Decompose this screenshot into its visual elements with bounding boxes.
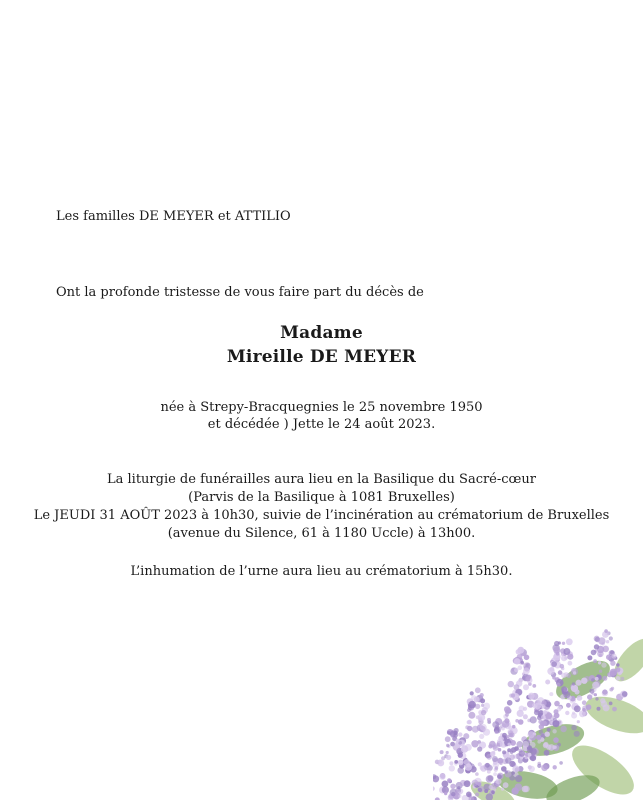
lilac-petal [553, 737, 559, 743]
lilac-petal [502, 750, 506, 754]
lilac-petal [602, 689, 607, 694]
lilac-petal [446, 755, 451, 760]
lilac-petal [545, 732, 550, 737]
lilac-petal [559, 761, 563, 765]
lilac-petal [598, 637, 605, 644]
lilac-petal [560, 664, 565, 669]
lilac-petal [475, 793, 479, 797]
lilac-petal [508, 730, 513, 735]
lilac-petal [450, 784, 455, 789]
lilac-petal [512, 725, 516, 729]
lilac-petal [458, 795, 461, 798]
lilac-petal [512, 765, 519, 772]
birth-line: née à Strepy-Bracquegnies le 25 novembre 1950 [160, 400, 483, 415]
lilac-petal [492, 756, 498, 762]
lilac-petal [541, 704, 546, 709]
lilac-petal [558, 641, 561, 644]
lilac-petal [507, 700, 513, 706]
lilac-petal [587, 655, 592, 660]
lilac-petal [495, 725, 499, 729]
lilac-petal [506, 735, 509, 738]
lilac-petal [508, 681, 514, 687]
lilac-petal [456, 739, 460, 743]
lilac-petal [576, 680, 582, 686]
lilac-petal [530, 716, 537, 723]
lilac-petal [556, 652, 560, 656]
lilac-petal [574, 705, 581, 712]
lilac-petal [485, 763, 490, 768]
lilac-petal [461, 745, 468, 752]
lilac-petal [600, 698, 605, 703]
lilac-petal [568, 661, 573, 666]
lilac-petal [530, 755, 536, 761]
lilac-petal [603, 704, 610, 711]
lilac-petal [478, 788, 482, 792]
lilac-petal [544, 750, 550, 756]
lilac-petal [467, 708, 471, 712]
lilac-petal [503, 782, 509, 788]
lilac-petal [515, 783, 523, 791]
lilac-petal [440, 750, 444, 754]
lilac-petal [481, 704, 484, 707]
lilac-petal [449, 761, 453, 765]
lilac-petal [597, 707, 601, 711]
lilac-petal [505, 757, 511, 763]
lilac-petal [488, 744, 492, 748]
lilac-petal [572, 712, 575, 715]
lilac-petal [528, 753, 532, 757]
lilac-petal [519, 750, 526, 757]
burial-line: L’inhumation de l’urne aura lieu au crématorium à 15h30. [130, 564, 513, 579]
lilac-petal [439, 773, 445, 779]
lilac-petal [601, 662, 606, 667]
lilac-petal [453, 731, 457, 735]
lilac-petal [445, 736, 451, 742]
lilac-petal [594, 693, 597, 696]
lilac-petal [536, 735, 541, 740]
lilac-petal [504, 706, 510, 712]
lilac-petal [594, 644, 599, 649]
lilac-petal [577, 720, 580, 723]
lilac-petal [574, 731, 580, 737]
lilac-petal [483, 729, 490, 736]
lilac-petal [606, 640, 609, 643]
lilac-petal [467, 726, 472, 731]
lilac-petal [547, 668, 554, 675]
lilac-petal [433, 786, 435, 791]
lilac-petal [446, 744, 449, 747]
lilac-petal [438, 760, 442, 764]
lilac-petal [475, 772, 479, 776]
lilac-petal [586, 704, 592, 710]
lilac-petal [522, 786, 529, 793]
lilac-petal [505, 713, 509, 717]
lilac-petal [493, 745, 499, 751]
lilac-petal [539, 724, 544, 729]
lilac-petal [538, 719, 543, 724]
lilac-petal [567, 654, 573, 660]
lilac-petal [517, 647, 524, 654]
lilac-petal [466, 763, 470, 767]
lilac-petal [611, 654, 616, 659]
lilac-petal [505, 770, 508, 773]
lilac-petal [518, 719, 524, 725]
lilac-petal [442, 781, 449, 788]
lilac-petal [599, 670, 602, 673]
lilac-petal [557, 683, 561, 687]
lilac-petal [502, 720, 510, 728]
lilac-petal [501, 788, 504, 791]
lilac-petal [451, 792, 455, 796]
lilac-flowers-icon [433, 620, 643, 800]
ceremony-line: La liturgie de funérailles aura lieu en la Basilique du Sacré-cœur [106, 472, 536, 487]
lilac-petal [616, 663, 619, 666]
families-line: Les familles DE MEYER et ATTILIO [56, 209, 291, 224]
ceremony-line: Le JEUDI 31 AOÛT 2023 à 10h30, suivie de l’incinération au crématorium de Bruxelles [33, 508, 610, 523]
lilac-petal [474, 696, 480, 702]
lilac-petal [458, 760, 464, 766]
lilac-petal [511, 693, 515, 697]
lilac-petal [515, 719, 519, 723]
lilac-petal [526, 676, 531, 681]
lilac-petal [464, 780, 471, 787]
lilac-petal [622, 691, 628, 697]
lilac-petal [537, 764, 541, 768]
lilac-petal [554, 709, 559, 714]
lilac-petal [514, 668, 518, 672]
lilac-petal [528, 731, 535, 738]
lilac-petal [566, 638, 573, 645]
lilac-petal [560, 726, 567, 733]
lilac-petal [532, 684, 536, 688]
lilac-petal [454, 760, 458, 764]
lilac-petal [493, 772, 497, 776]
lilac-petal [609, 702, 613, 706]
lilac-petal [561, 686, 567, 692]
lilac-petal [487, 718, 491, 722]
lilac-petal [616, 676, 621, 681]
lilac-petal [523, 668, 530, 675]
lilac-petal [562, 642, 565, 645]
lilac-petal [470, 691, 474, 695]
lilac-petal [561, 673, 566, 678]
lilac-petal [552, 729, 556, 733]
lilac-petal [528, 765, 532, 769]
lilac-petal [549, 692, 553, 696]
lilac-petal [573, 671, 576, 674]
lilac-petal [591, 650, 597, 656]
intro-line: Ont la profonde tristesse de vous faire part du décès de [56, 285, 424, 300]
lilac-petal [472, 780, 479, 787]
lilac-petal [492, 751, 495, 754]
lilac-petal [523, 714, 528, 719]
lilac-petal [609, 636, 613, 640]
lilac-petal [598, 661, 601, 664]
lilac-petal [449, 765, 455, 771]
ceremony-line: (avenue du Silence, 61 à 1180 Uccle) à 13h00. [167, 526, 476, 541]
lilac-petal [523, 684, 529, 690]
lilac-petal [486, 775, 493, 782]
lilac-petal [534, 710, 539, 715]
lilac-petal [484, 789, 488, 793]
lilac-petal [604, 629, 608, 633]
lilac-petal [589, 689, 594, 694]
lilac-petal [468, 712, 475, 719]
death-line: et décédée ) Jette le 24 août 2023. [207, 417, 436, 432]
lilac-petal [565, 711, 569, 715]
lilac-petal [528, 693, 535, 700]
lilac-petal [480, 766, 484, 770]
lilac-petal [545, 680, 550, 685]
lilac-petal [597, 651, 604, 658]
lilac-petal [577, 695, 583, 701]
lilac-petal [479, 734, 484, 739]
lilac-petal [507, 748, 511, 752]
lilac-petal [467, 720, 472, 725]
lilac-petal [571, 725, 577, 731]
lilac-petal [547, 728, 551, 732]
lilac-petal [543, 710, 548, 715]
deceased-name: Mireille DE MEYER [226, 347, 417, 367]
lilac-petal [554, 701, 560, 707]
lilac-petal [582, 700, 587, 705]
lilac-petal [444, 792, 447, 795]
lilac-petal [507, 743, 511, 747]
lilac-petal [480, 698, 485, 703]
lilac-petal [612, 707, 617, 712]
lilac-petal [593, 659, 597, 663]
lilac-petal [477, 747, 482, 752]
lilac-petal [521, 661, 524, 664]
ceremony-line: (Parvis de la Basilique à 1081 Bruxelles) [188, 490, 455, 505]
lilac-petal [595, 677, 599, 681]
lilac-petal [552, 676, 556, 680]
lilac-petal [551, 661, 557, 667]
lilac-petal [511, 747, 517, 753]
lilac-petal [572, 682, 575, 685]
lilac-petal [469, 701, 476, 708]
lilac-petal [522, 741, 529, 748]
lilac-petal [458, 732, 462, 736]
lilac-petal [620, 677, 624, 681]
lilac-petal [455, 790, 458, 793]
lilac-petal [480, 693, 484, 697]
lilac-petal [607, 672, 612, 677]
lilac-petal [496, 778, 502, 784]
lilac-petal [457, 767, 464, 774]
lilac-petal [514, 658, 520, 664]
lilac-petal [615, 667, 620, 672]
lilac-petal [541, 715, 546, 720]
lilac-petal [539, 730, 543, 734]
lilac-petal [495, 766, 499, 770]
lilac-petal [591, 678, 595, 682]
lilac-petal [553, 718, 557, 722]
lilac-petal [534, 703, 541, 710]
lilac-petal [566, 703, 571, 708]
lilac-petal [541, 765, 548, 772]
lilac-petal [491, 790, 495, 794]
lilac-petal [610, 661, 615, 666]
lilac-petal [471, 740, 478, 747]
lilac-petal [446, 751, 449, 754]
lilac-petal [571, 685, 578, 692]
lilac-petal [581, 678, 587, 684]
lilac-petal [489, 785, 493, 789]
lilac-petal [595, 697, 598, 700]
lilac-petal [602, 676, 607, 681]
lilac-petal [554, 746, 557, 749]
lilac-petal [519, 706, 525, 712]
lilac-petal [537, 740, 541, 744]
lilac-petal [553, 765, 557, 769]
lilac-petal [587, 694, 592, 699]
lilac-petal [561, 655, 567, 661]
lilac-petal [495, 730, 499, 734]
deceased-title: Madame [280, 323, 363, 343]
lilac-petal [475, 687, 481, 693]
lilac-petal [515, 775, 522, 782]
lilac-petal [481, 710, 486, 715]
lilac-petal [497, 774, 502, 779]
lilac-petal [514, 684, 520, 690]
lilac-petal [611, 687, 614, 690]
